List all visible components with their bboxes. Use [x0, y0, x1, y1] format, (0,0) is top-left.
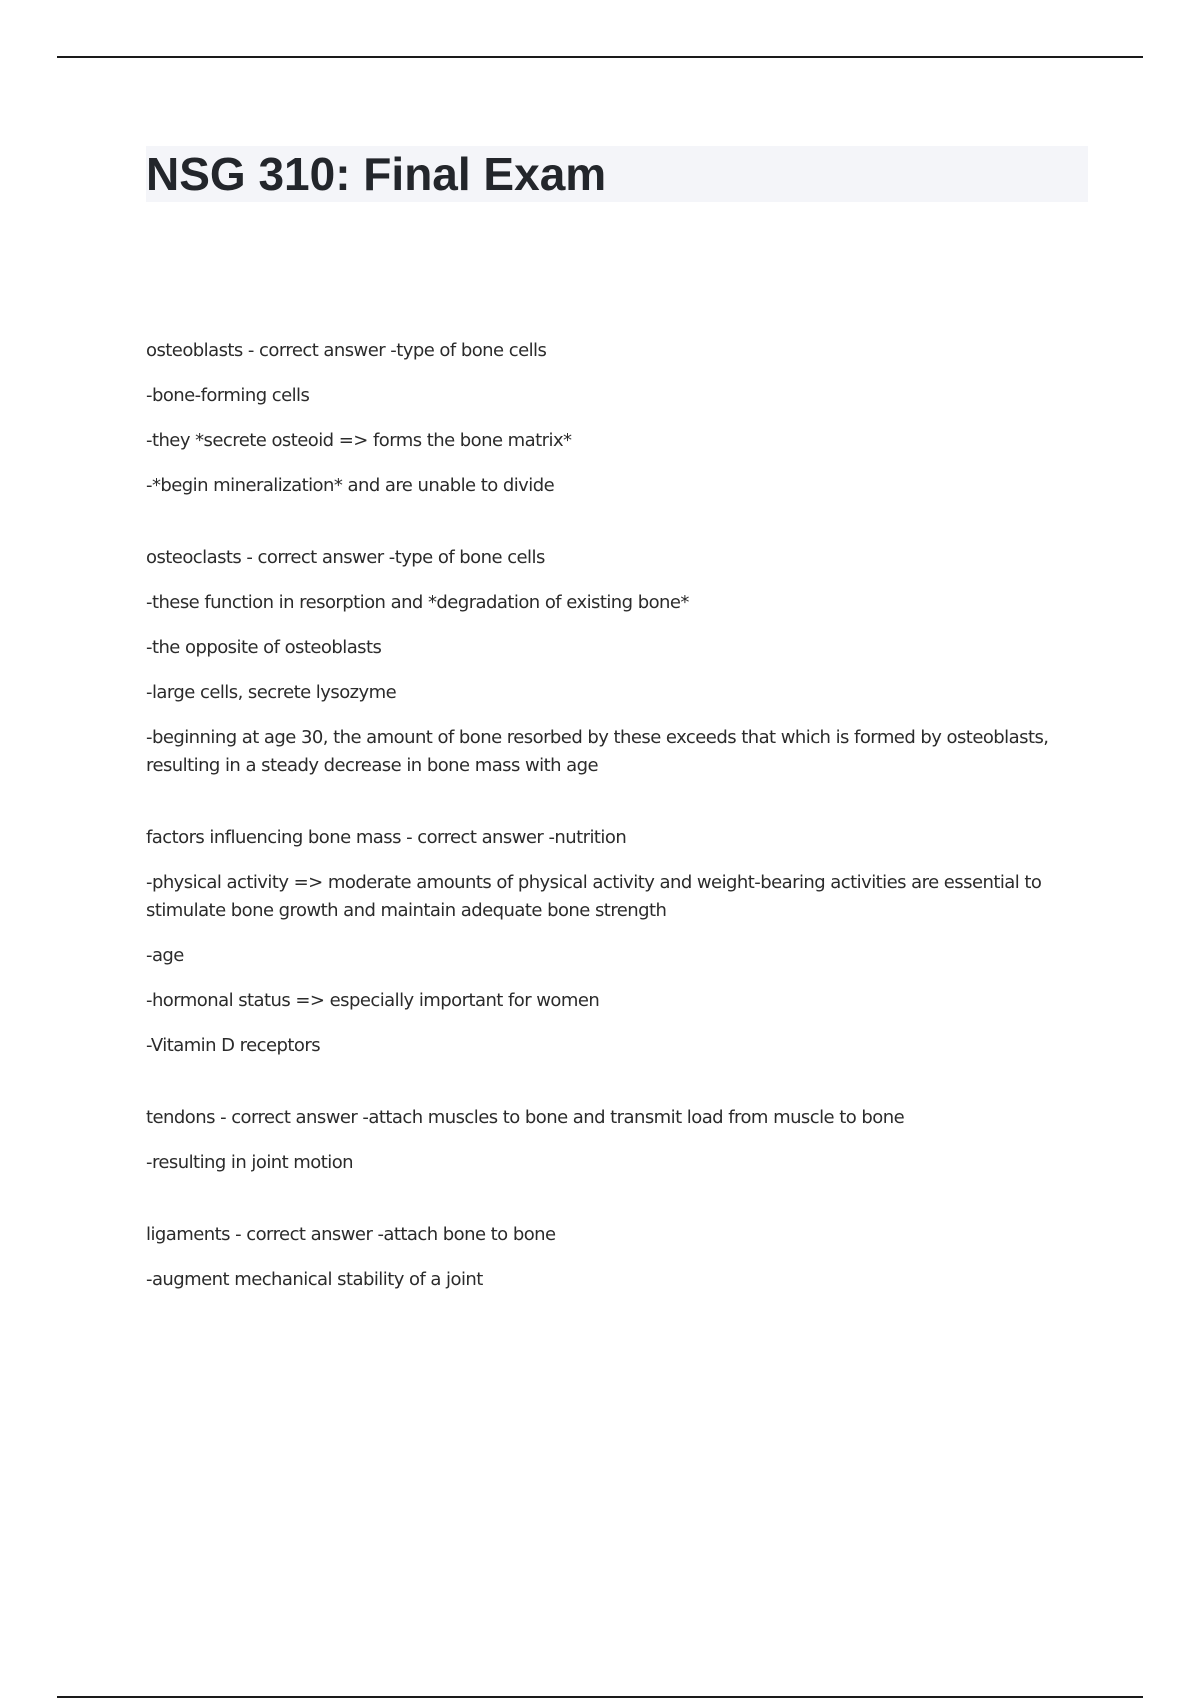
entry-line: -physical activity => moderate amounts of physical activity and weight-bearing activities are essential to stimulate bone growth and maintain adequate bone strength — [146, 872, 1042, 921]
entry-line: -the opposite of osteoblasts — [146, 637, 382, 658]
entry-ligaments — [146, 1221, 1096, 1294]
entry-line: -beginning at age 30, the amount of bone resorbed by these exceeds that which is formed by osteoblasts, resulting in a steady decrease in bone mass with age — [146, 727, 1049, 776]
entry-line: factors influencing bone mass - correct answer -nutrition — [146, 827, 627, 848]
entry-line: -they *secrete osteoid => forms the bone matrix* — [146, 430, 572, 451]
entry-line: -*begin mineralization* and are unable to divide — [146, 475, 555, 496]
entry-line: ligaments - correct answer -attach bone to bone — [146, 1224, 556, 1245]
entry-osteoclasts — [146, 544, 1096, 780]
bottom-rule — [57, 1696, 1143, 1698]
entry-line: osteoclasts - correct answer -type of bone cells — [146, 547, 545, 568]
entry-line: -Vitamin D receptors — [146, 1035, 321, 1056]
entry-line: -augment mechanical stability of a joint — [146, 1269, 483, 1290]
entry-line: -hormonal status => especially important for women — [146, 990, 600, 1011]
entry-line: -resulting in joint motion — [146, 1152, 354, 1173]
entry-line: -large cells, secrete lysozyme — [146, 682, 397, 703]
entry-line: -these function in resorption and *degradation of existing bone* — [146, 592, 689, 613]
entry-line: -age — [146, 945, 184, 966]
entry-osteoblasts — [146, 337, 1096, 500]
top-rule — [57, 56, 1143, 58]
entry-tendons — [146, 1104, 1096, 1177]
entry-line: -bone-forming cells — [146, 385, 310, 406]
document-body — [146, 337, 1096, 1338]
entry-line: osteoblasts - correct answer -type of bone cells — [146, 340, 547, 361]
entry-line: tendons - correct answer -attach muscles to bone and transmit load from muscle to bone — [146, 1107, 905, 1128]
entry-factors-bone-mass — [146, 824, 1096, 1060]
page-title: NSG 310: Final Exam — [146, 148, 607, 200]
